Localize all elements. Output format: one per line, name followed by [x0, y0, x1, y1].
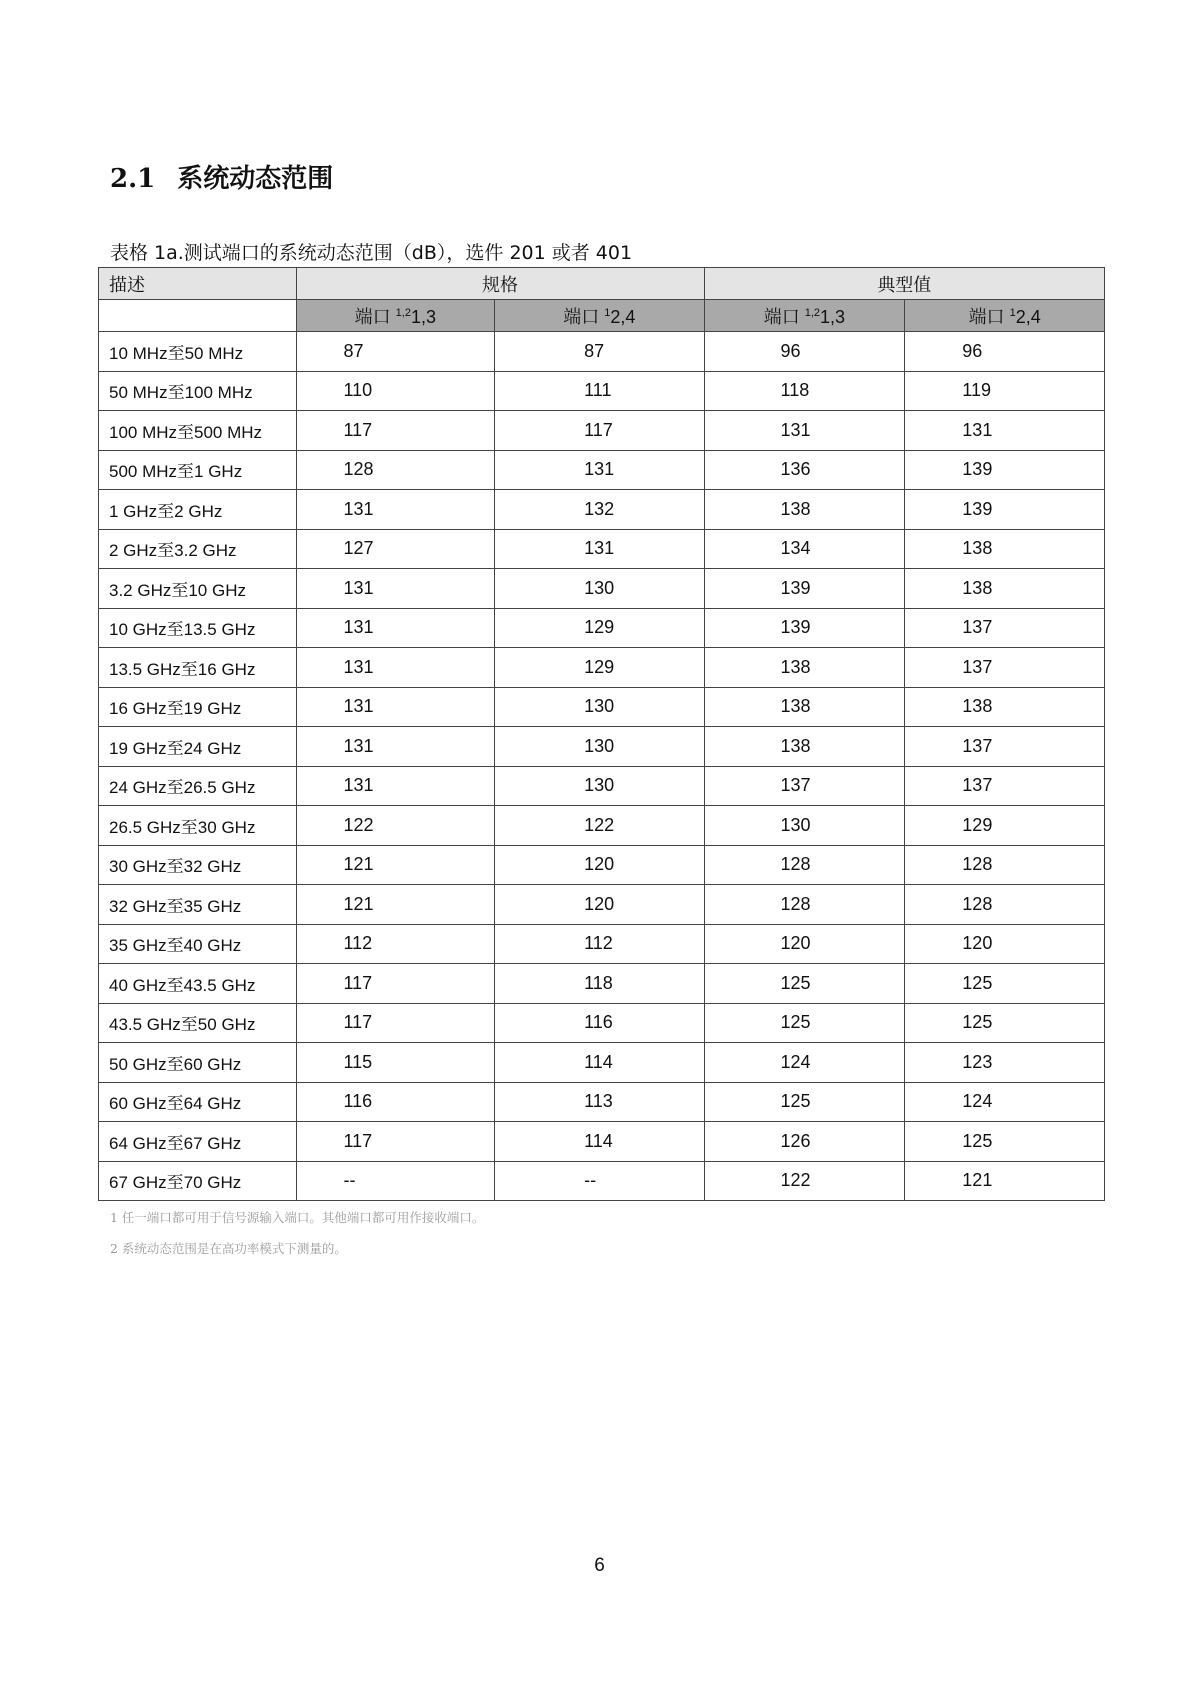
spec-port-2-4-cell: 122	[495, 806, 704, 846]
table-caption: 表格 1a.测试端口的系统动态范围（dB），选件 201 或者 401	[110, 242, 633, 264]
frequency-range-cell: 64 GHz至67 GHz	[99, 1122, 297, 1162]
spec-port-1-3-cell: 87	[296, 332, 495, 372]
frequency-range-cell: 500 MHz至1 GHz	[99, 450, 297, 490]
table-row	[99, 1043, 1105, 1083]
typical-port-1-3-cell: 126	[704, 1122, 905, 1162]
section-title: 系统动态范围	[177, 164, 334, 194]
frequency-range-cell: 10 GHz至13.5 GHz	[99, 608, 297, 648]
typical-port-1-3-cell: 130	[704, 806, 905, 846]
spec-port-1-3-cell: 127	[296, 529, 495, 569]
spec-port-1-3-cell: 115	[296, 1043, 495, 1083]
typical-port-2-4-cell: 128	[905, 845, 1105, 885]
typical-port-2-4-cell: 123	[905, 1043, 1105, 1083]
frequency-range-cell: 50 GHz至60 GHz	[99, 1043, 297, 1083]
typical-port-2-4-cell: 139	[905, 450, 1105, 490]
spec-port-2-4-cell: 114	[495, 1043, 704, 1083]
spec-port-2-4-cell: 130	[495, 687, 704, 727]
table-body	[99, 332, 1105, 1201]
frequency-range-cell: 50 MHz至100 MHz	[99, 371, 297, 411]
spec-port-1-3-cell: 131	[296, 490, 495, 530]
subheader-ports: 1,3	[820, 306, 846, 327]
frequency-range-cell: 60 GHz至64 GHz	[99, 1082, 297, 1122]
table-row	[99, 964, 1105, 1004]
subheader-label: 端口	[763, 306, 805, 327]
typical-port-2-4-cell: 139	[905, 490, 1105, 530]
spec-port-1-3-cell: 122	[296, 806, 495, 846]
table-row	[99, 1082, 1105, 1122]
subheader-row	[99, 300, 1105, 332]
section-number: 2.1	[110, 164, 156, 194]
typical-port-1-3-cell: 138	[704, 490, 905, 530]
spec-port-1-3-cell: 116	[296, 1082, 495, 1122]
spec-port-1-3-cell: --	[296, 1161, 495, 1201]
table-row	[99, 885, 1105, 925]
typical-port-1-3-cell: 122	[704, 1161, 905, 1201]
subheader-ports: 1,3	[410, 306, 436, 327]
typical-port-2-4-cell: 138	[905, 687, 1105, 727]
spec-port-1-3-cell: 131	[296, 648, 495, 688]
frequency-range-cell: 43.5 GHz至50 GHz	[99, 1003, 297, 1043]
dynamic-range-table	[98, 267, 1105, 1201]
spec-port-1-3-cell: 131	[296, 766, 495, 806]
spec-port-2-4-cell: 129	[495, 648, 704, 688]
table-row	[99, 608, 1105, 648]
subheader-blank	[99, 300, 297, 332]
table-row	[99, 411, 1105, 451]
typical-port-1-3-cell: 137	[704, 766, 905, 806]
table-row	[99, 806, 1105, 846]
typical-port-2-4-cell: 96	[905, 332, 1105, 372]
spec-port-2-4-cell: --	[495, 1161, 704, 1201]
frequency-range-cell: 26.5 GHz至30 GHz	[99, 806, 297, 846]
table-row	[99, 648, 1105, 688]
subheader-ports: 2,4	[1015, 306, 1041, 327]
subheader-ports: 2,4	[610, 306, 636, 327]
typical-port-2-4-cell: 138	[905, 569, 1105, 609]
spec-port-1-3-cell: 131	[296, 569, 495, 609]
typical-port-1-3-cell: 139	[704, 608, 905, 648]
spec-port-1-3-cell: 117	[296, 1003, 495, 1043]
typical-port-1-3-cell: 124	[704, 1043, 905, 1083]
subheader-footnote-ref: 1,2	[395, 306, 411, 319]
spec-port-2-4-cell: 130	[495, 569, 704, 609]
subheader-label: 端口	[354, 306, 396, 327]
spec-port-2-4-cell: 116	[495, 1003, 704, 1043]
spec-port-2-4-cell: 118	[495, 964, 704, 1004]
frequency-range-cell: 19 GHz至24 GHz	[99, 727, 297, 767]
table-row	[99, 1003, 1105, 1043]
frequency-range-cell: 10 MHz至50 MHz	[99, 332, 297, 372]
typical-port-2-4-cell: 137	[905, 648, 1105, 688]
spec-port-2-4-cell: 130	[495, 727, 704, 767]
subheader-label: 端口	[563, 306, 605, 327]
subheader-spec-port-1-3	[296, 300, 495, 332]
table-row	[99, 845, 1105, 885]
table-row	[99, 1122, 1105, 1162]
spec-port-1-3-cell: 121	[296, 845, 495, 885]
table-row	[99, 766, 1105, 806]
footnote-2: 2 系统动态范围是在高功率模式下测量的。	[110, 1241, 347, 1256]
column-group-typical: 典型值	[704, 268, 1104, 300]
frequency-range-cell: 16 GHz至19 GHz	[99, 687, 297, 727]
typical-port-2-4-cell: 131	[905, 411, 1105, 451]
spec-port-1-3-cell: 131	[296, 687, 495, 727]
typical-port-2-4-cell: 128	[905, 885, 1105, 925]
column-group-spec: 规格	[296, 268, 704, 300]
typical-port-1-3-cell: 139	[704, 569, 905, 609]
typical-port-1-3-cell: 128	[704, 845, 905, 885]
typical-port-2-4-cell: 129	[905, 806, 1105, 846]
table-row	[99, 569, 1105, 609]
footnotes	[110, 1208, 484, 1270]
spec-port-2-4-cell: 130	[495, 766, 704, 806]
frequency-range-cell: 1 GHz至2 GHz	[99, 490, 297, 530]
frequency-range-cell: 3.2 GHz至10 GHz	[99, 569, 297, 609]
typical-port-1-3-cell: 128	[704, 885, 905, 925]
spec-port-2-4-cell: 114	[495, 1122, 704, 1162]
typical-port-1-3-cell: 134	[704, 529, 905, 569]
spec-port-1-3-cell: 117	[296, 1122, 495, 1162]
typical-port-1-3-cell: 138	[704, 648, 905, 688]
typical-port-2-4-cell: 137	[905, 766, 1105, 806]
typical-port-1-3-cell: 125	[704, 964, 905, 1004]
spec-port-2-4-cell: 131	[495, 529, 704, 569]
typical-port-2-4-cell: 137	[905, 727, 1105, 767]
column-header-description: 描述	[99, 268, 297, 300]
typical-port-2-4-cell: 125	[905, 1003, 1105, 1043]
frequency-range-cell: 30 GHz至32 GHz	[99, 845, 297, 885]
spec-port-2-4-cell: 120	[495, 845, 704, 885]
typical-port-1-3-cell: 131	[704, 411, 905, 451]
typical-port-2-4-cell: 119	[905, 371, 1105, 411]
subheader-footnote-ref: 1,2	[804, 306, 821, 319]
spec-port-2-4-cell: 120	[495, 885, 704, 925]
table-row	[99, 687, 1105, 727]
header-row	[99, 268, 1105, 300]
subheader-spec-port-2-4	[495, 300, 704, 332]
spec-port-1-3-cell: 117	[296, 411, 495, 451]
typical-port-2-4-cell: 124	[905, 1082, 1105, 1122]
frequency-range-cell: 67 GHz至70 GHz	[99, 1161, 297, 1201]
spec-port-1-3-cell: 110	[296, 371, 495, 411]
typical-port-1-3-cell: 138	[704, 687, 905, 727]
typical-port-2-4-cell: 125	[905, 1122, 1105, 1162]
typical-port-1-3-cell: 136	[704, 450, 905, 490]
typical-port-2-4-cell: 138	[905, 529, 1105, 569]
spec-port-2-4-cell: 113	[495, 1082, 704, 1122]
typical-port-2-4-cell: 137	[905, 608, 1105, 648]
table-row	[99, 529, 1105, 569]
frequency-range-cell: 40 GHz至43.5 GHz	[99, 964, 297, 1004]
spec-port-2-4-cell: 112	[495, 924, 704, 964]
frequency-range-cell: 24 GHz至26.5 GHz	[99, 766, 297, 806]
footnote-1: 1 任一端口都可用于信号源输入端口。其他端口都可用作接收端口。	[110, 1210, 485, 1225]
section-heading	[110, 158, 333, 195]
spec-port-1-3-cell: 128	[296, 450, 495, 490]
subheader-label: 端口	[968, 306, 1010, 327]
spec-port-2-4-cell: 87	[495, 332, 704, 372]
table-row	[99, 371, 1105, 411]
typical-port-1-3-cell: 96	[704, 332, 905, 372]
spec-port-2-4-cell: 129	[495, 608, 704, 648]
table-row	[99, 332, 1105, 372]
subheader-footnote-ref: 1	[604, 306, 611, 319]
spec-port-2-4-cell: 111	[495, 371, 704, 411]
subheader-typical-port-1-3	[704, 300, 905, 332]
table-row	[99, 924, 1105, 964]
spec-port-1-3-cell: 131	[296, 608, 495, 648]
typical-port-2-4-cell: 121	[905, 1161, 1105, 1201]
table-row	[99, 450, 1105, 490]
typical-port-1-3-cell: 118	[704, 371, 905, 411]
spec-port-1-3-cell: 131	[296, 727, 495, 767]
spec-port-1-3-cell: 112	[296, 924, 495, 964]
frequency-range-cell: 13.5 GHz至16 GHz	[99, 648, 297, 688]
typical-port-1-3-cell: 125	[704, 1082, 905, 1122]
typical-port-1-3-cell: 138	[704, 727, 905, 767]
frequency-range-cell: 2 GHz至3.2 GHz	[99, 529, 297, 569]
subheader-typical-port-2-4	[905, 300, 1105, 332]
typical-port-1-3-cell: 120	[704, 924, 905, 964]
typical-port-2-4-cell: 125	[905, 964, 1105, 1004]
spec-port-2-4-cell: 117	[495, 411, 704, 451]
frequency-range-cell: 32 GHz至35 GHz	[99, 885, 297, 925]
spec-port-1-3-cell: 121	[296, 885, 495, 925]
frequency-range-cell: 100 MHz至500 MHz	[99, 411, 297, 451]
table-row	[99, 727, 1105, 767]
typical-port-1-3-cell: 125	[704, 1003, 905, 1043]
subheader-footnote-ref: 1	[1009, 306, 1016, 319]
table-row	[99, 490, 1105, 530]
frequency-range-cell: 35 GHz至40 GHz	[99, 924, 297, 964]
spec-port-1-3-cell: 117	[296, 964, 495, 1004]
typical-port-2-4-cell: 120	[905, 924, 1105, 964]
table-row	[99, 1161, 1105, 1201]
page-number: 6	[594, 1555, 605, 1576]
spec-port-2-4-cell: 131	[495, 450, 704, 490]
spec-port-2-4-cell: 132	[495, 490, 704, 530]
